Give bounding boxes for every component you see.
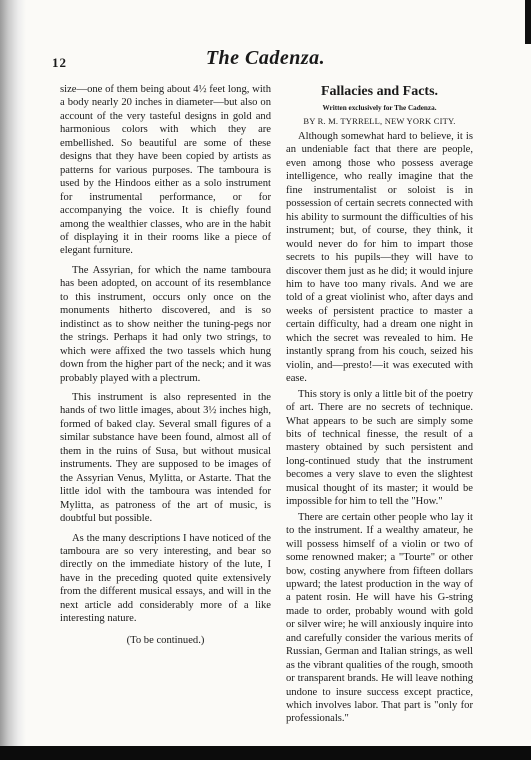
paragraph: This instrument is also represented in the hands of two little images, about 3½ inches high, formed of baked clay. Several small figures of a similar substance have been found, almost all of them in the ruins of Susa, but without musical instruments. They are supposed to be images of the Assyrian Venus, Mylitta, or Astarte. That the little idol with the tamboura was intended for Mylitta, as patroness of the art of music, is doubtful but possible. (60, 391, 271, 525)
scan-edge-mark (525, 0, 531, 44)
to-be-continued-note: (To be continued.) (126, 634, 205, 646)
paragraph: The Assyrian, for which the name tamboura has been adopted, on account of its resemblance to this instrument, occurs only once on the monuments hitherto discovered, and is so indistinct as to show neither the tuning-pegs nor the strings. Perhaps it had only two strings, to which were affixed the two tassels which hung down from the higher part of the neck; and it was probably played with a plectrum. (60, 264, 271, 384)
article-title: Fallacies and Facts. (320, 84, 439, 99)
page-binding-shadow (0, 0, 26, 760)
article-byline: BY R. M. TYRRELL, NEW YORK CITY. (303, 116, 456, 126)
scan-bottom-border (0, 746, 531, 760)
paragraph: size—one of them being about 4½ feet long, with a body nearly 20 inches in diameter—but also on account of the very tasteful designs in gold and harmonious colors with which they are embellished. So beautiful are some of these designs that they have been copied by artists as patterns for various purposes. The tamboura is used by the Hindoos either as a solo instrument for instrumental performance, or for accompanying the voice. It is chiefly found among the wealthier classes, who are in the habit of displaying it in their rooms like a piece of elegant furniture. (60, 84, 271, 257)
paragraph: Although somewhat hard to believe, it is an undeniable fact that there are people, even among those who possess average intelligence, who really imagine that the fine instrumentalist or soloist is in possession of certain secrets connected with his ability to surmount the difficulties of his instrument; but, of course, they think, it would never do for him to impart those secrets to his pupils—they will have to discover them just as he did; it would injure him to have too many rivals. And we are told of a great violinist who, after days and weeks of persistent practice to master a certain difficulty, had a dream one night in which the secret was revealed to him. He instantly sprang from his couch, seized his violin, and—presto!—it was executed with ease. (286, 131, 473, 385)
paragraph: This story is only a little bit of the poetry of art. There are no secrets of technique. What appears to be such are simply some bits of technical finesse, the result of a mastery obtained by such persistent and long-continued study that the instrument becomes a very slave to even the slightest musical thought of its master; it would be impossible for him to tell the "How." (286, 388, 473, 508)
right-column (286, 83, 473, 726)
paragraph: There are certain other people who lay it to the instrument. If a wealthy amateur, he will possess himself of a violin or two of some renowned maker; a "Tourte" or other bow, costing anywhere from fifteen dollars upward; the latest production in the way of a patent rosin. He will have his G-string made to order, probably wound with gold or silver wire; he will anxiously inquire into and carefully consider the various merits of Russian, German and Italian strings, as well as the vibrant qualities of the rough, smooth or transparent brands. He will leave nothing undone to insure success except practice, which involves labor. That part is "only for professionals." (286, 511, 473, 725)
left-column (60, 83, 271, 647)
paragraph: As the many descriptions I have noticed of the tamboura are so very interesting, and bear so directly on the immediate history of the lute, I have in the preceding quoted quite extensively from the different musical essays, and will in the next article add considerably more of a like interesting nature. (60, 532, 271, 625)
page-number: 12 (52, 55, 67, 70)
article-subtitle: Written exclusively for The Cadenza. (322, 104, 437, 112)
running-title: The Cadenza. (205, 47, 326, 69)
